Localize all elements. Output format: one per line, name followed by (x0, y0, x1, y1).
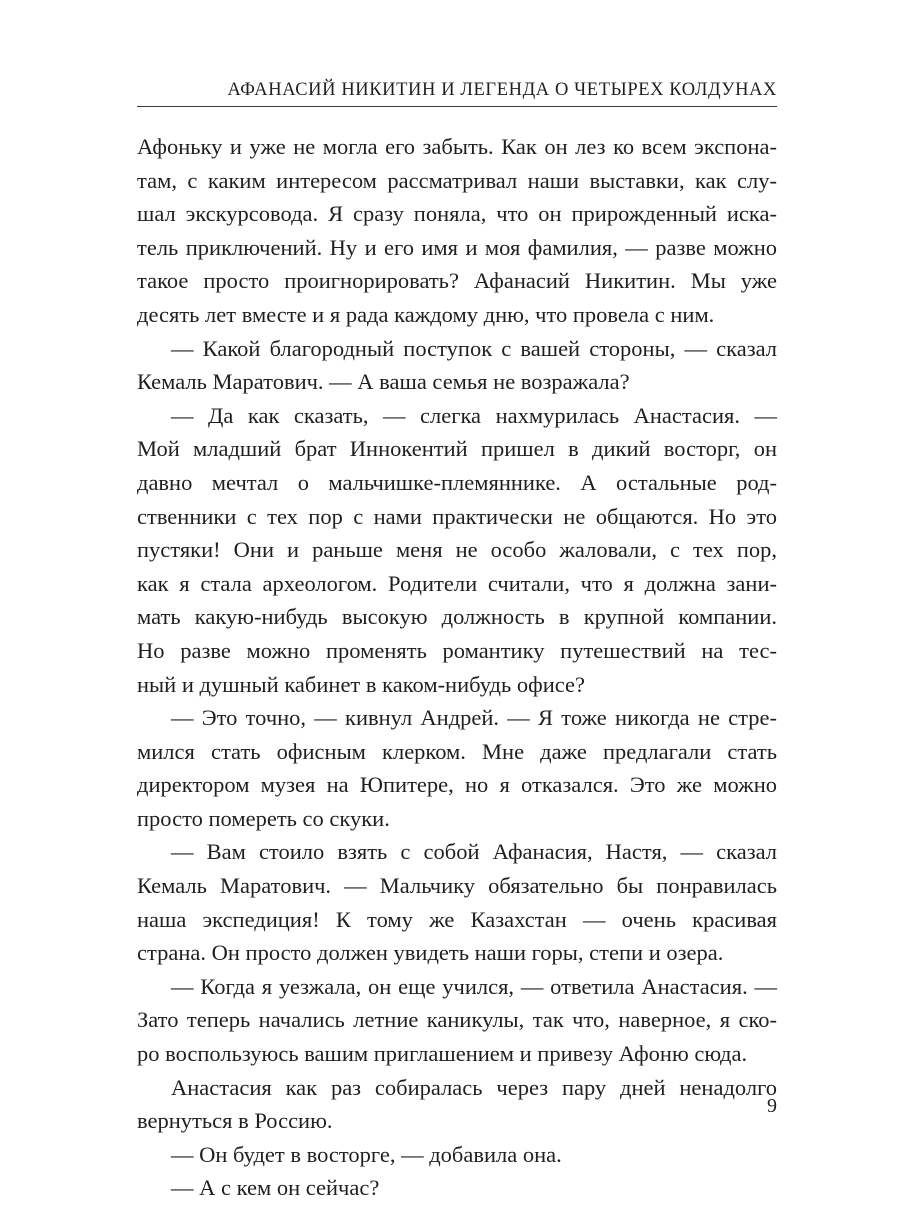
text-line: Мой младший брат Иннокентий пришел в дикий восторг, он (137, 436, 777, 462)
text-line: ный и душный кабинет в каком-нибудь офисе? (137, 671, 586, 697)
text-line: такое просто проигнорировать? Афанасий Никитин. Мы уже (137, 268, 777, 294)
text-line: наша экспедиция! К тому же Казахстан — очень красивая (137, 906, 777, 932)
text-line: Кемаль Маратович. — Мальчику обязательно бы понравилась (137, 873, 777, 899)
text-line: как я стала археологом. Родители считали, что я должна зани- (137, 570, 777, 596)
text-line: там, с каким интересом рассматривал наши выставки, как слу- (137, 167, 777, 193)
text-line: директором музея на Юпитере, но я отказался. Это же можно (137, 772, 777, 798)
page-number: 9 (767, 1095, 777, 1117)
text-line: пустяки! Они и раньше меня не особо жаловали, с тех пор, (137, 537, 777, 563)
text-line: — Это точно, — кивнул Андрей. — Я тоже никогда не стре- (171, 705, 777, 731)
header-divider (137, 106, 777, 107)
text-line: давно мечтал о мальчишке-племяннике. А остальные род- (137, 469, 777, 495)
text-line: — Да как сказать, — слегка нахмурилась Анастасия. — (171, 402, 777, 428)
text-line: мился стать офисным клерком. Мне даже предлагали стать (137, 738, 777, 764)
text-line: Но разве можно променять романтику путешествий на тес- (137, 637, 777, 663)
text-line: — Он будет в восторге, — добавила она. (171, 1141, 562, 1167)
text-line: — Вам стоило взять с собой Афанасия, Настя, — сказал (171, 839, 777, 865)
text-line: Зато теперь начались летние каникулы, так что, наверное, я ско- (137, 1007, 777, 1033)
text-line: десять лет вместе и я рада каждому дню, что провела с ним. (137, 301, 715, 327)
text-line: мать какую-нибудь высокую должность в крупной компании. (137, 604, 777, 630)
text-line: Кемаль Маратович. — А ваша семья не возражала? (137, 369, 630, 395)
text-line: — А с кем он сейчас? (171, 1175, 380, 1201)
text-line: Анастасия как раз собиралась через пару дней ненадолго (171, 1074, 777, 1100)
text-line: тель приключений. Ну и его имя и моя фамилия, — разве можно (137, 234, 777, 260)
text-line: ственники с тех пор с нами практически не общаются. Но это (137, 503, 777, 529)
text-line: ро воспользуюсь вашим приглашением и привезу Афоню сюда. (137, 1041, 748, 1067)
text-line: вернуться в Россию. (137, 1108, 333, 1134)
text-line: шал экскурсовода. Я сразу поняла, что он прирожденный иска- (137, 201, 777, 227)
text-line: Афоньку и уже не могла его забыть. Как он лез ко всем экспона- (137, 134, 777, 159)
text-line: — Какой благородный поступок с вашей стороны, — сказал (171, 335, 777, 361)
body-text (137, 130, 777, 1205)
text-line: страна. Он просто должен увидеть наши горы, степи и озера. (137, 940, 724, 966)
text-line: — Когда я уезжала, он еще учился, — ответила Анастасия. — (171, 973, 777, 999)
text-line: просто помереть со скуки. (137, 805, 390, 831)
running-head-title: АФАНАСИЙ НИКИТИН И ЛЕГЕНДА О ЧЕТЫРЕХ КОЛДУНАХ (227, 80, 777, 100)
